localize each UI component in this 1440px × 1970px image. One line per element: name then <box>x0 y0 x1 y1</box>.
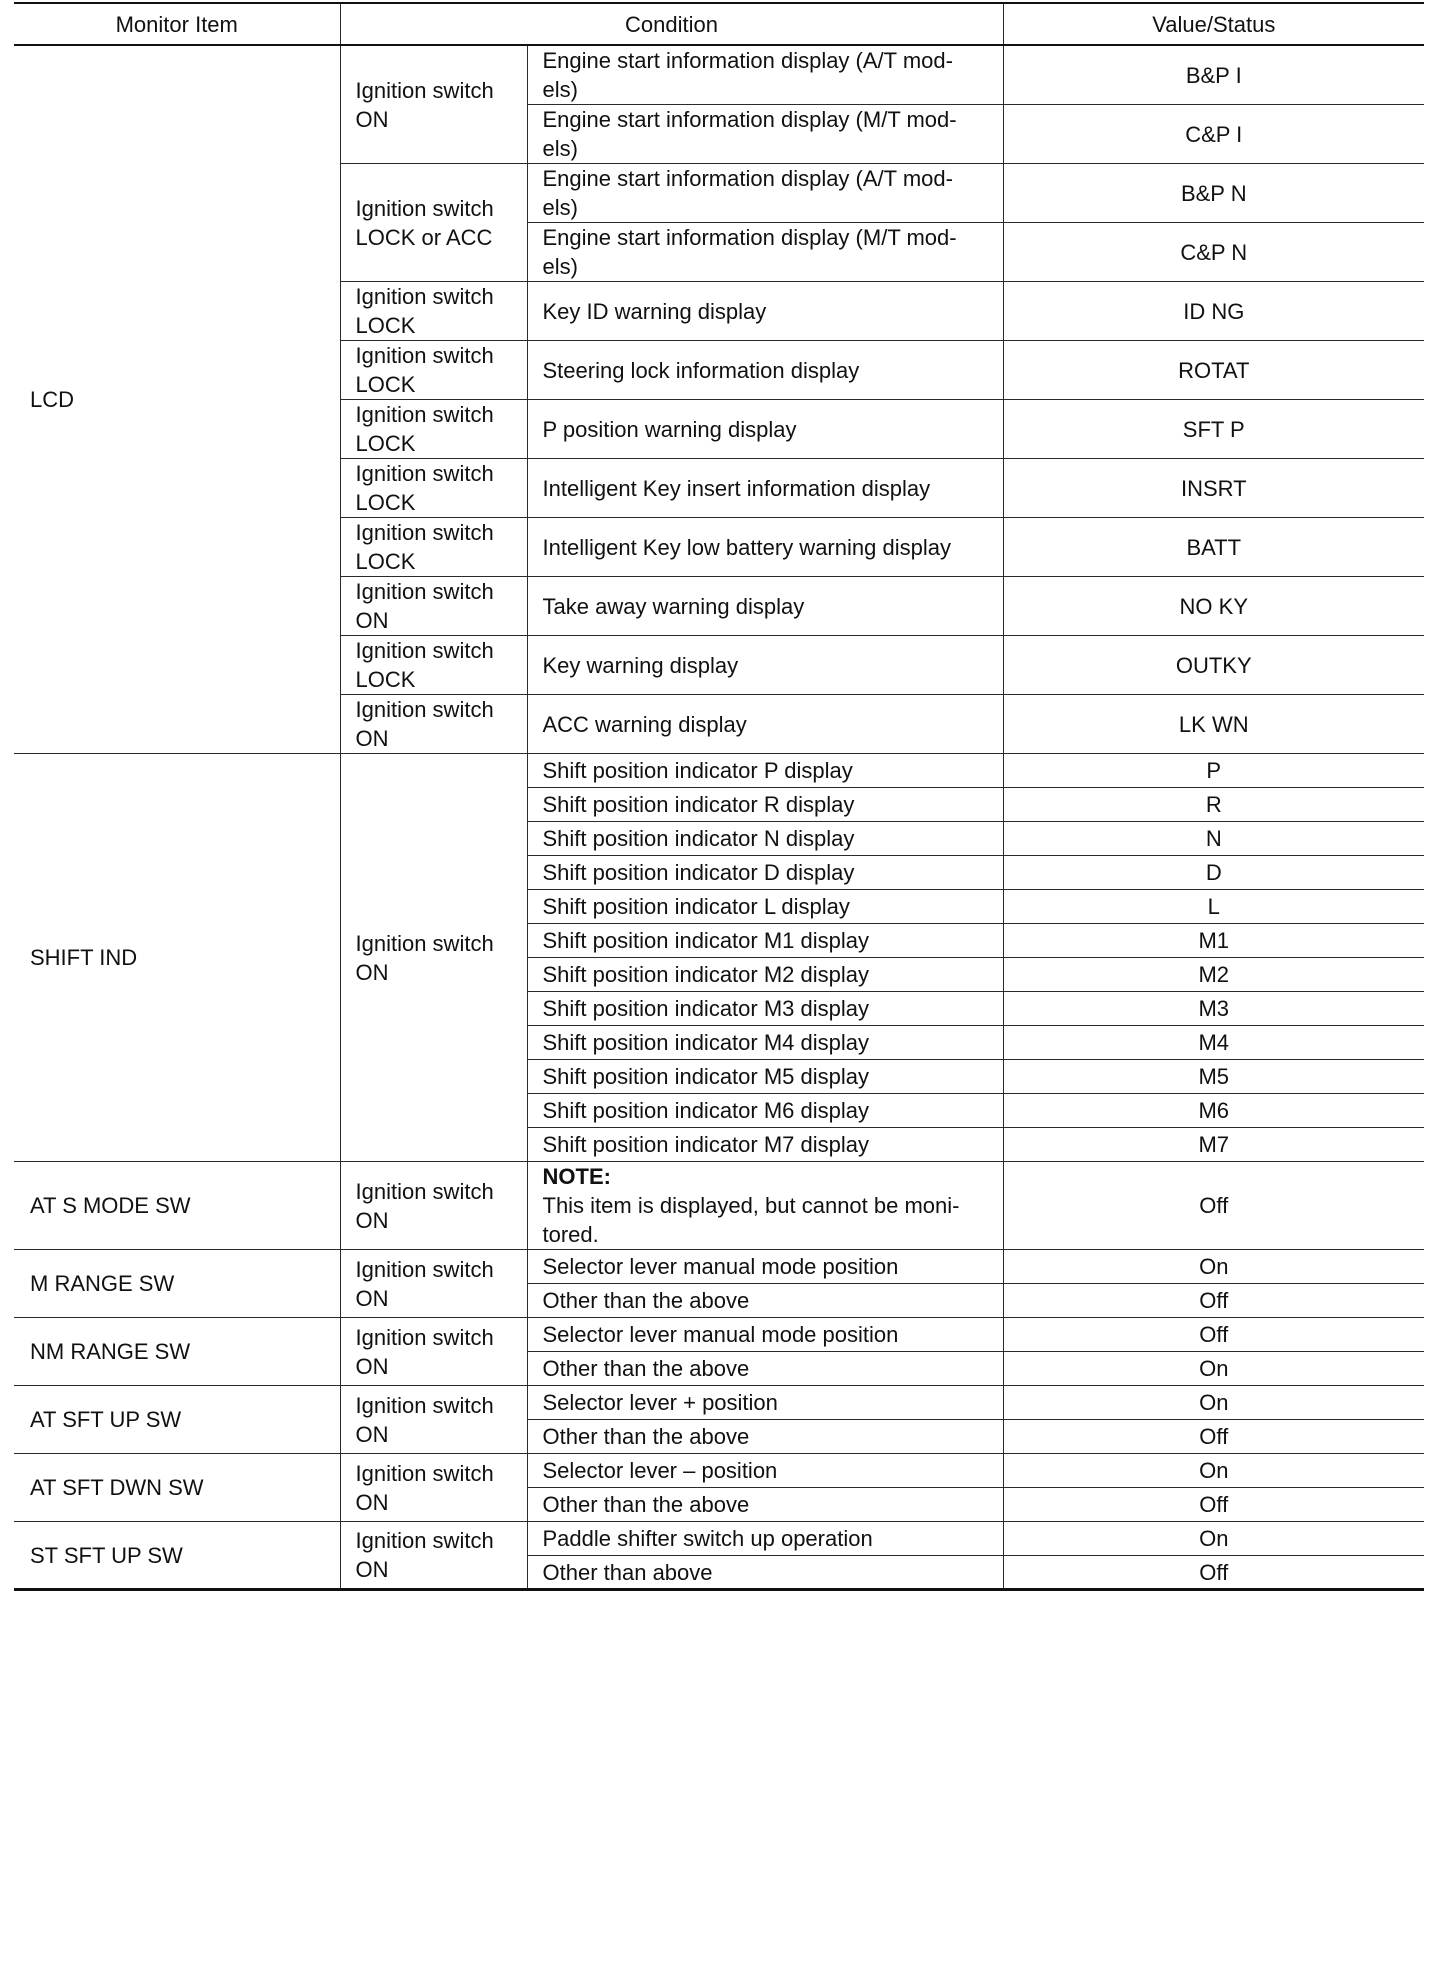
monitor-item-cell: AT S MODE SW <box>14 1162 340 1250</box>
condition-cell: P position warning display <box>527 400 1003 459</box>
value-status-cell: ID NG <box>1003 282 1424 341</box>
value-status-cell: INSRT <box>1003 459 1424 518</box>
value-status-cell: D <box>1003 856 1424 890</box>
condition-cell: Engine start information display (A/T mod- els) <box>527 164 1003 223</box>
header-value-status: Value/Status <box>1003 3 1424 45</box>
value-status-cell: B&P N <box>1003 164 1424 223</box>
condition-cell: Shift position indicator D display <box>527 856 1003 890</box>
table-row <box>14 1162 1424 1250</box>
ignition-condition-cell: Ignition switch ON <box>340 695 527 754</box>
value-status-cell: Off <box>1003 1318 1424 1352</box>
condition-cell: Steering lock information display <box>527 341 1003 400</box>
condition-cell: Other than above <box>527 1556 1003 1590</box>
ignition-condition-cell: Ignition switch LOCK <box>340 282 527 341</box>
ignition-condition-cell: Ignition switch LOCK <box>340 341 527 400</box>
condition-cell: Shift position indicator P display <box>527 754 1003 788</box>
condition-cell: Intelligent Key low battery warning display <box>527 518 1003 577</box>
condition-cell: Shift position indicator L display <box>527 890 1003 924</box>
ignition-condition-cell: Ignition switch ON <box>340 754 527 1162</box>
value-status-cell: Off <box>1003 1488 1424 1522</box>
value-status-cell: Off <box>1003 1556 1424 1590</box>
condition-cell: Shift position indicator M6 display <box>527 1094 1003 1128</box>
value-status-cell: R <box>1003 788 1424 822</box>
value-status-cell: LK WN <box>1003 695 1424 754</box>
condition-cell: Shift position indicator M5 display <box>527 1060 1003 1094</box>
condition-cell: Engine start information display (M/T mod- els) <box>527 105 1003 164</box>
condition-cell: Other than the above <box>527 1420 1003 1454</box>
ignition-condition-cell: Ignition switch ON <box>340 1454 527 1522</box>
condition-cell: Shift position indicator M2 display <box>527 958 1003 992</box>
table-row <box>14 1250 1424 1284</box>
value-status-cell: C&P I <box>1003 105 1424 164</box>
value-status-cell: On <box>1003 1386 1424 1420</box>
value-status-cell: BATT <box>1003 518 1424 577</box>
monitor-item-cell: AT SFT UP SW <box>14 1386 340 1454</box>
condition-cell: Key warning display <box>527 636 1003 695</box>
value-status-cell: On <box>1003 1352 1424 1386</box>
value-status-cell: P <box>1003 754 1424 788</box>
ignition-condition-cell: Ignition switch LOCK <box>340 518 527 577</box>
note-heading: NOTE: <box>542 1164 611 1189</box>
condition-cell: Key ID warning display <box>527 282 1003 341</box>
value-status-cell: M7 <box>1003 1128 1424 1162</box>
note-text: This item is displayed, but cannot be moni- tored. <box>542 1193 960 1247</box>
value-status-cell: M6 <box>1003 1094 1424 1128</box>
value-status-cell: ROTAT <box>1003 341 1424 400</box>
ignition-condition-cell: Ignition switch LOCK or ACC <box>340 164 527 282</box>
ignition-condition-cell: Ignition switch ON <box>340 45 527 164</box>
value-status-cell: M2 <box>1003 958 1424 992</box>
condition-cell: Shift position indicator M3 display <box>527 992 1003 1026</box>
table-row <box>14 45 1424 105</box>
value-status-cell: M4 <box>1003 1026 1424 1060</box>
value-status-cell: N <box>1003 822 1424 856</box>
table-row <box>14 1522 1424 1556</box>
value-status-cell: Off <box>1003 1284 1424 1318</box>
table-row <box>14 1454 1424 1488</box>
condition-cell: Selector lever manual mode position <box>527 1250 1003 1284</box>
condition-cell: Shift position indicator N display <box>527 822 1003 856</box>
header-condition: Condition <box>340 3 1003 45</box>
condition-cell: ACC warning display <box>527 695 1003 754</box>
value-status-cell: Off <box>1003 1420 1424 1454</box>
table-row <box>14 1386 1424 1420</box>
condition-cell: Intelligent Key insert information display <box>527 459 1003 518</box>
ignition-condition-cell: Ignition switch LOCK <box>340 400 527 459</box>
value-status-cell: On <box>1003 1522 1424 1556</box>
condition-cell: Shift position indicator R display <box>527 788 1003 822</box>
value-status-cell: M3 <box>1003 992 1424 1026</box>
value-status-cell: C&P N <box>1003 223 1424 282</box>
condition-cell: Selector lever + position <box>527 1386 1003 1420</box>
condition-cell: Selector lever manual mode position <box>527 1318 1003 1352</box>
value-status-cell: B&P I <box>1003 45 1424 105</box>
monitor-item-cell: NM RANGE SW <box>14 1318 340 1386</box>
value-status-cell: M1 <box>1003 924 1424 958</box>
value-status-cell: OUTKY <box>1003 636 1424 695</box>
condition-cell: Shift position indicator M7 display <box>527 1128 1003 1162</box>
value-status-cell: On <box>1003 1250 1424 1284</box>
condition-cell <box>527 1162 1003 1250</box>
value-status-cell: M5 <box>1003 1060 1424 1094</box>
table-header-row <box>14 3 1424 45</box>
condition-cell: Selector lever – position <box>527 1454 1003 1488</box>
ignition-condition-cell: Ignition switch LOCK <box>340 459 527 518</box>
ignition-condition-cell: Ignition switch ON <box>340 1162 527 1250</box>
ignition-condition-cell: Ignition switch ON <box>340 577 527 636</box>
monitor-item-cell: LCD <box>14 45 340 754</box>
monitor-item-cell: M RANGE SW <box>14 1250 340 1318</box>
value-status-cell: On <box>1003 1454 1424 1488</box>
condition-cell: Other than the above <box>527 1352 1003 1386</box>
ignition-condition-cell: Ignition switch ON <box>340 1522 527 1590</box>
table-row <box>14 1318 1424 1352</box>
table-body <box>14 45 1424 1590</box>
value-status-cell: NO KY <box>1003 577 1424 636</box>
condition-cell: Other than the above <box>527 1488 1003 1522</box>
condition-cell: Engine start information display (A/T mod- els) <box>527 45 1003 105</box>
ignition-condition-cell: Ignition switch LOCK <box>340 636 527 695</box>
value-status-cell: Off <box>1003 1162 1424 1250</box>
header-monitor-item: Monitor Item <box>14 3 340 45</box>
condition-cell: Shift position indicator M4 display <box>527 1026 1003 1060</box>
condition-cell: Shift position indicator M1 display <box>527 924 1003 958</box>
ignition-condition-cell: Ignition switch ON <box>340 1250 527 1318</box>
condition-cell: Paddle shifter switch up operation <box>527 1522 1003 1556</box>
condition-cell: Take away warning display <box>527 577 1003 636</box>
condition-cell: Other than the above <box>527 1284 1003 1318</box>
table-row <box>14 754 1424 788</box>
value-status-cell: SFT P <box>1003 400 1424 459</box>
monitor-item-cell: SHIFT IND <box>14 754 340 1162</box>
condition-cell: Engine start information display (M/T mod- els) <box>527 223 1003 282</box>
value-status-cell: L <box>1003 890 1424 924</box>
ignition-condition-cell: Ignition switch ON <box>340 1318 527 1386</box>
ignition-condition-cell: Ignition switch ON <box>340 1386 527 1454</box>
monitor-item-cell: AT SFT DWN SW <box>14 1454 340 1522</box>
monitor-item-cell: ST SFT UP SW <box>14 1522 340 1590</box>
monitor-table <box>14 2 1424 1591</box>
